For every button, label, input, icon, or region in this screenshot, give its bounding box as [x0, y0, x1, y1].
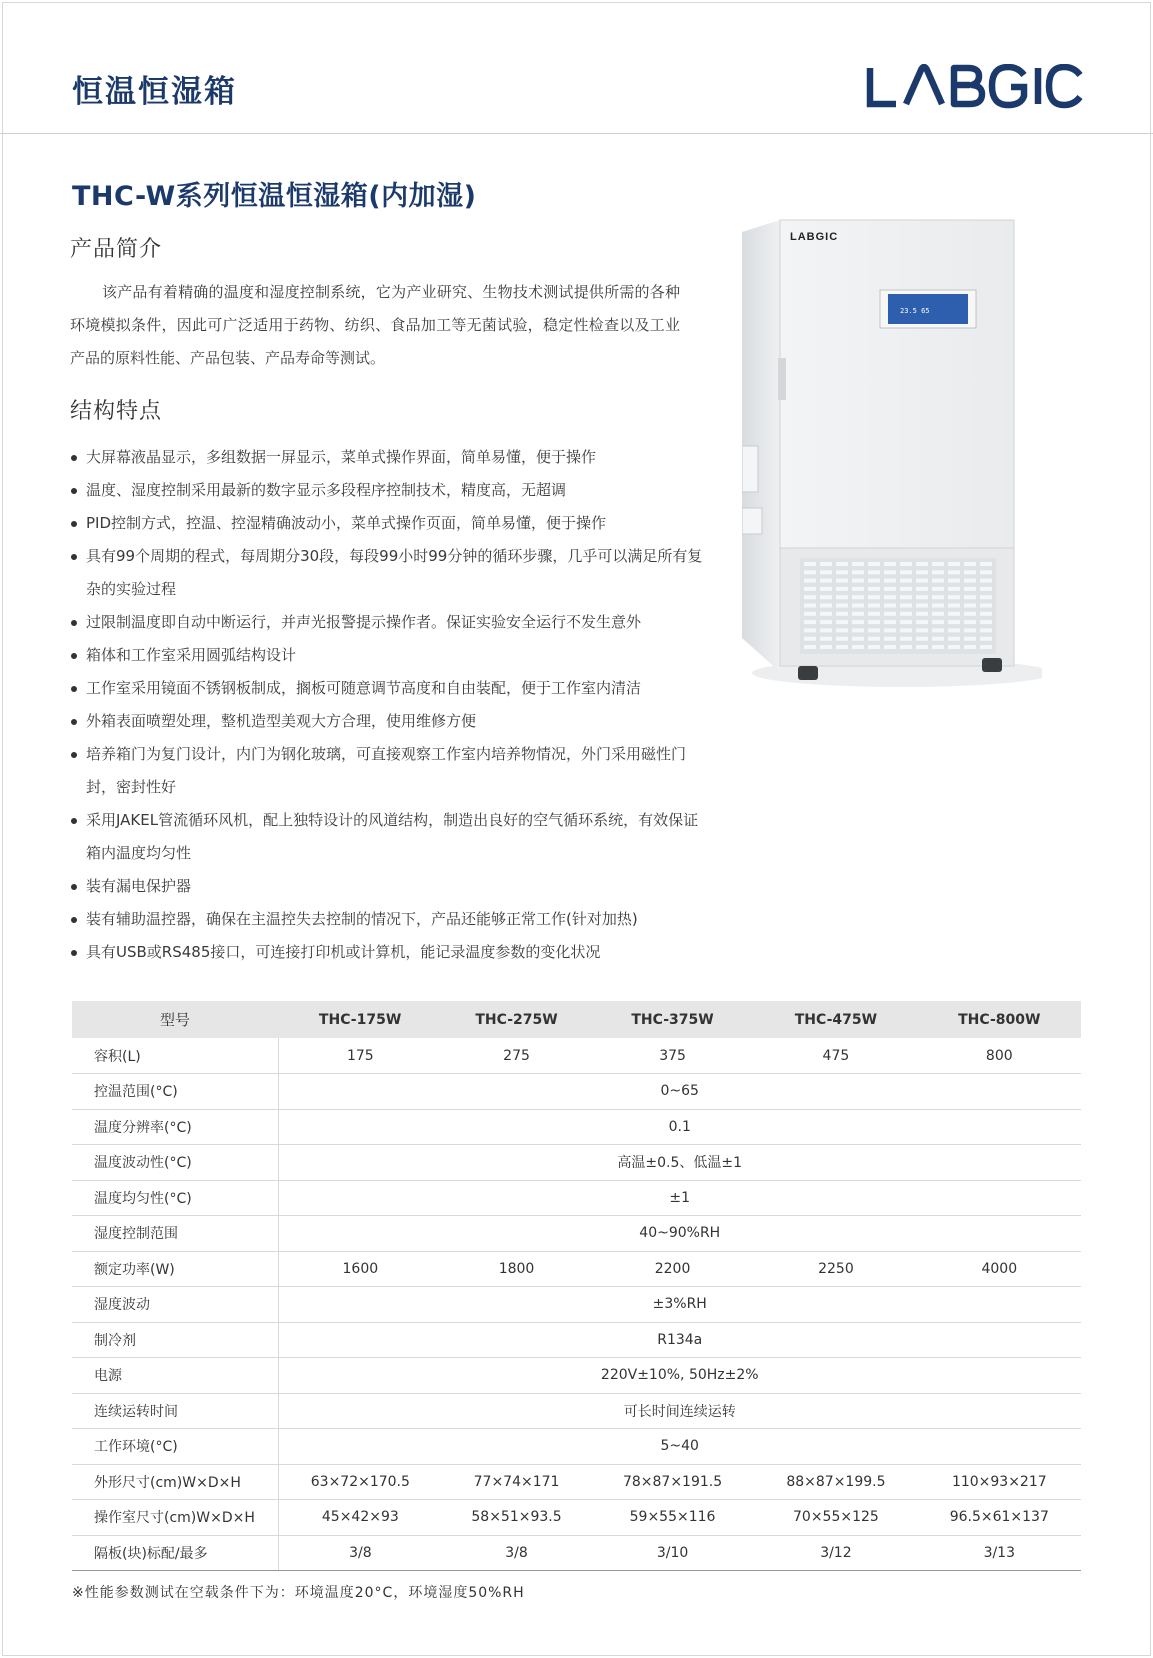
vent-slot	[932, 620, 944, 624]
vent-slot	[884, 612, 896, 616]
row-label: 制冷剂	[72, 1322, 278, 1358]
table-cell: ±3%RH	[278, 1287, 1081, 1323]
vent-slot	[916, 628, 928, 632]
table-cell: 3/13	[918, 1535, 1081, 1571]
spec-table	[72, 1001, 1081, 1571]
vent-slot	[900, 604, 912, 608]
table-row	[72, 1322, 1081, 1358]
vent-slot	[868, 645, 880, 649]
vent-slot	[820, 637, 832, 641]
vent-slot	[820, 620, 832, 624]
table-row	[72, 1535, 1081, 1571]
table-cell: 375	[591, 1038, 754, 1074]
feature-item: 温度、湿度控制采用最新的数字显示多段程序控制技术，精度高，无超调	[70, 474, 710, 507]
table-row	[72, 1074, 1081, 1110]
table-cell: 96.5×61×137	[918, 1500, 1081, 1536]
row-label: 温度分辨率(°C)	[72, 1109, 278, 1145]
row-label: 温度波动性(°C)	[72, 1145, 278, 1181]
table-header-cell: THC-475W	[754, 1001, 917, 1038]
caster	[798, 666, 818, 680]
vent-slot	[804, 637, 816, 641]
vent-slot	[884, 562, 896, 566]
vent-slot	[868, 595, 880, 599]
vent-slot	[948, 587, 960, 591]
vent-slot	[820, 562, 832, 566]
row-label: 外形尺寸(cm)W×D×H	[72, 1464, 278, 1500]
vent-slot	[948, 628, 960, 632]
vent-slot	[948, 645, 960, 649]
table-cell: 78×87×191.5	[591, 1464, 754, 1500]
table-row	[72, 1180, 1081, 1216]
vent-slot	[916, 595, 928, 599]
table-row	[72, 1500, 1081, 1536]
vent-slot	[932, 587, 944, 591]
table-cell: 3/8	[278, 1535, 442, 1571]
series-title: THC-W系列恒温恒湿箱(内加湿)	[72, 181, 477, 212]
labgic-logo	[866, 64, 1084, 110]
vent-slot	[804, 587, 816, 591]
vent-slot	[820, 612, 832, 616]
table-cell: 4000	[918, 1251, 1081, 1287]
vent-slot	[852, 570, 864, 574]
page-header	[0, 0, 1153, 134]
table-header-cell: THC-175W	[278, 1001, 442, 1038]
vent-slot	[916, 604, 928, 608]
table-cell: 1600	[278, 1251, 442, 1287]
table-cell: 59×55×116	[591, 1500, 754, 1536]
vent-slot	[804, 612, 816, 616]
vent-slot	[836, 612, 848, 616]
vent-slot	[868, 587, 880, 591]
table-cell: 3/8	[442, 1535, 591, 1571]
product-photo	[742, 218, 1042, 698]
vent-slot	[932, 628, 944, 632]
vent-slot	[836, 579, 848, 583]
features-heading: 结构特点	[70, 399, 163, 424]
vent-slot	[852, 562, 864, 566]
vent-slot	[964, 604, 976, 608]
vent-slot	[804, 628, 816, 632]
row-label: 额定功率(W)	[72, 1251, 278, 1287]
feature-item: 大屏幕液晶显示，多组数据一屏显示，菜单式操作界面，简单易懂，便于操作	[70, 441, 710, 474]
row-label: 操作室尺寸(cm)W×D×H	[72, 1500, 278, 1536]
vent-slot	[980, 587, 992, 591]
document-title: 恒温恒湿箱	[72, 74, 237, 110]
table-cell: 3/10	[591, 1535, 754, 1571]
table-row	[72, 1216, 1081, 1252]
table-row	[72, 1358, 1081, 1394]
vent-slot	[932, 562, 944, 566]
vent-slot	[852, 628, 864, 632]
row-label: 容积(L)	[72, 1038, 278, 1074]
vent-slot	[884, 579, 896, 583]
vent-slot	[868, 637, 880, 641]
table-header-cell: THC-375W	[591, 1001, 754, 1038]
vent-slot	[884, 637, 896, 641]
vent-slot	[964, 612, 976, 616]
vent-slot	[868, 612, 880, 616]
vent-slot	[804, 645, 816, 649]
table-cell: 0.1	[278, 1109, 1081, 1145]
vent-slot	[932, 645, 944, 649]
feature-list	[70, 441, 710, 969]
table-cell: 220V±10%, 50Hz±2%	[278, 1358, 1081, 1394]
table-cell: ±1	[278, 1180, 1081, 1216]
intro-heading: 产品简介	[70, 237, 163, 262]
vent-slot	[916, 570, 928, 574]
vent-slot	[836, 562, 848, 566]
caster	[982, 658, 1002, 672]
table-row	[72, 1464, 1081, 1500]
vent-slot	[916, 612, 928, 616]
vent-slot	[884, 595, 896, 599]
intro-paragraph: 该产品有着精确的温度和湿度控制系统，它为产业研究、生物技术测试提供所需的各种环境模拟条件，因此可广泛适用于药物、纺织、食品加工等无菌试验，稳定性检查以及工业产品的原料性能、产品包装、产品寿命等测试。	[70, 283, 680, 367]
table-cell: 800	[918, 1038, 1081, 1074]
vent-slot	[980, 562, 992, 566]
vent-slot	[980, 620, 992, 624]
vent-slot	[868, 562, 880, 566]
feature-item: 过限制温度即自动中断运行，并声光报警提示操作者。保证实验安全运行不发生意外	[70, 606, 710, 639]
table-cell: 2200	[591, 1251, 754, 1287]
table-cell: 63×72×170.5	[278, 1464, 442, 1500]
vent-slot	[820, 628, 832, 632]
vent-slot	[836, 645, 848, 649]
table-header-cell: 型号	[72, 1001, 278, 1038]
vent-slot	[980, 612, 992, 616]
vent-slot	[852, 645, 864, 649]
vent-slot	[836, 637, 848, 641]
vent-slot	[836, 570, 848, 574]
vent-slot	[836, 604, 848, 608]
vent-slot	[836, 587, 848, 591]
table-cell: 3/12	[754, 1535, 917, 1571]
vent-slot	[916, 579, 928, 583]
vent-slot	[964, 595, 976, 599]
vent-slot	[804, 620, 816, 624]
vent-slot	[852, 587, 864, 591]
vent-slot	[852, 595, 864, 599]
vent-slot	[932, 570, 944, 574]
vent-slot	[804, 579, 816, 583]
vent-slot	[916, 645, 928, 649]
table-cell: 可长时间连续运转	[278, 1393, 1081, 1429]
vent-slot	[900, 645, 912, 649]
table-cell: 0~65	[278, 1074, 1081, 1110]
table-row	[72, 1109, 1081, 1145]
vent-slot	[852, 579, 864, 583]
row-label: 隔板(块)标配/最多	[72, 1535, 278, 1571]
side-port	[742, 508, 762, 534]
vent-slot	[804, 570, 816, 574]
table-row	[72, 1287, 1081, 1323]
vent-slot	[948, 562, 960, 566]
vent-slot	[852, 637, 864, 641]
feature-item: PID控制方式，控温、控湿精确波动小，菜单式操作页面，简单易懂，便于操作	[70, 507, 710, 540]
table-cell: 475	[754, 1038, 917, 1074]
vent-slot	[820, 645, 832, 649]
vent-slot	[836, 595, 848, 599]
vent-slot	[900, 612, 912, 616]
table-cell: 45×42×93	[278, 1500, 442, 1536]
panel-logo: LABGIC	[790, 231, 839, 243]
vent-slot	[964, 628, 976, 632]
vent-slot	[900, 628, 912, 632]
table-row	[72, 1145, 1081, 1181]
feature-item: 装有漏电保护器	[70, 870, 710, 903]
table-cell: 58×51×93.5	[442, 1500, 591, 1536]
table-cell: 175	[278, 1038, 442, 1074]
vent-slot	[948, 620, 960, 624]
vent-slot	[980, 595, 992, 599]
vent-slot	[964, 579, 976, 583]
vent-slot	[980, 645, 992, 649]
feature-item: 具有99个周期的程式，每周期分30段，每段99小时99分钟的循环步骤，几乎可以满足所有复杂的实验过程	[70, 540, 710, 606]
row-label: 电源	[72, 1358, 278, 1394]
vent-slot	[820, 604, 832, 608]
vent-slot	[964, 620, 976, 624]
feature-item: 采用JAKEL管流循环风机，配上独特设计的风道结构，制造出良好的空气循环系统，有效保证箱内温度均匀性	[70, 804, 710, 870]
vent-slot	[804, 595, 816, 599]
feature-item: 培养箱门为复门设计，内门为钢化玻璃，可直接观察工作室内培养物情况，外门采用磁性门封，密封性好	[70, 738, 710, 804]
vent-slot	[820, 570, 832, 574]
lcd-readout: 23.5 65	[900, 307, 930, 315]
vent-slot	[884, 645, 896, 649]
vent-slot	[964, 587, 976, 591]
vent-slot	[900, 637, 912, 641]
table-cell: 110×93×217	[918, 1464, 1081, 1500]
vent-slot	[980, 637, 992, 641]
vent-slot	[820, 579, 832, 583]
vent-slot	[948, 612, 960, 616]
vent-slot	[852, 620, 864, 624]
door-handle	[778, 358, 786, 400]
table-cell: R134a	[278, 1322, 1081, 1358]
row-label: 工作环境(°C)	[72, 1429, 278, 1465]
vent-slot	[964, 570, 976, 574]
vent-slot	[852, 612, 864, 616]
vent-slot	[948, 604, 960, 608]
vent-slot	[948, 595, 960, 599]
vent-slot	[884, 620, 896, 624]
row-label: 连续运转时间	[72, 1393, 278, 1429]
feature-item: 箱体和工作室采用圆弧结构设计	[70, 639, 710, 672]
vent-slot	[884, 587, 896, 591]
table-header-row	[72, 1001, 1081, 1038]
vent-slot	[900, 562, 912, 566]
table-header-cell: THC-800W	[918, 1001, 1081, 1038]
vent-slot	[948, 570, 960, 574]
table-row	[72, 1429, 1081, 1465]
vent-slot	[932, 579, 944, 583]
row-label: 湿度波动	[72, 1287, 278, 1323]
row-label: 湿度控制范围	[72, 1216, 278, 1252]
vent-slot	[916, 587, 928, 591]
row-label: 控温范围(°C)	[72, 1074, 278, 1110]
cabinet-door	[780, 220, 1014, 548]
vent-slot	[820, 587, 832, 591]
vent-slot	[804, 562, 816, 566]
vent-slot	[964, 645, 976, 649]
table-row	[72, 1251, 1081, 1287]
table-cell: 77×74×171	[442, 1464, 591, 1500]
feature-item: 装有辅助温控器，确保在主温控失去控制的情况下，产品还能够正常工作(针对加热)	[70, 903, 710, 936]
feature-item: 具有USB或RS485接口，可连接打印机或计算机，能记录温度参数的变化状况	[70, 936, 710, 969]
vent-slot	[868, 628, 880, 632]
vent-slot	[868, 579, 880, 583]
vent-slot	[900, 595, 912, 599]
vent-slot	[964, 637, 976, 641]
table-cell: 2250	[754, 1251, 917, 1287]
vent-slot	[836, 620, 848, 624]
vent-slot	[868, 570, 880, 574]
vent-slot	[916, 620, 928, 624]
vent-slot	[900, 579, 912, 583]
side-port	[742, 446, 758, 492]
vent-slot	[932, 612, 944, 616]
vent-slot	[836, 628, 848, 632]
vent-slot	[900, 587, 912, 591]
footnote: ※性能参数测试在空载条件下为：环境温度20°C，环境湿度50%RH	[72, 1585, 525, 1601]
vent-slot	[980, 579, 992, 583]
vent-slot	[900, 570, 912, 574]
table-row	[72, 1038, 1081, 1074]
feature-item: 工作室采用镜面不锈钢板制成，搁板可随意调节高度和自由装配，便于工作室内清洁	[70, 672, 710, 705]
vent-slot	[932, 637, 944, 641]
vent-slot	[980, 570, 992, 574]
vent-slot	[980, 628, 992, 632]
vent-slot	[852, 604, 864, 608]
vent-slot	[980, 604, 992, 608]
table-cell: 88×87×199.5	[754, 1464, 917, 1500]
vent-slot	[804, 604, 816, 608]
vent-slot	[884, 604, 896, 608]
table-row	[72, 1393, 1081, 1429]
vent-slot	[820, 595, 832, 599]
vent-grille	[800, 558, 996, 654]
table-cell: 高温±0.5、低温±1	[278, 1145, 1081, 1181]
vent-slot	[884, 628, 896, 632]
vent-slot	[884, 570, 896, 574]
vent-slot	[948, 579, 960, 583]
vent-slot	[932, 595, 944, 599]
row-label: 温度均匀性(°C)	[72, 1180, 278, 1216]
table-header-cell: THC-275W	[442, 1001, 591, 1038]
table-cell: 1800	[442, 1251, 591, 1287]
feature-item: 外箱表面喷塑处理，整机造型美观大方合理，使用维修方便	[70, 705, 710, 738]
vent-slot	[916, 562, 928, 566]
table-cell: 5~40	[278, 1429, 1081, 1465]
vent-slot	[868, 604, 880, 608]
table-cell: 275	[442, 1038, 591, 1074]
vent-slot	[948, 637, 960, 641]
vent-slot	[964, 562, 976, 566]
table-cell: 70×55×125	[754, 1500, 917, 1536]
table-cell: 40~90%RH	[278, 1216, 1081, 1252]
vent-slot	[900, 620, 912, 624]
vent-slot	[916, 637, 928, 641]
vent-slot	[932, 604, 944, 608]
vent-slot	[868, 620, 880, 624]
